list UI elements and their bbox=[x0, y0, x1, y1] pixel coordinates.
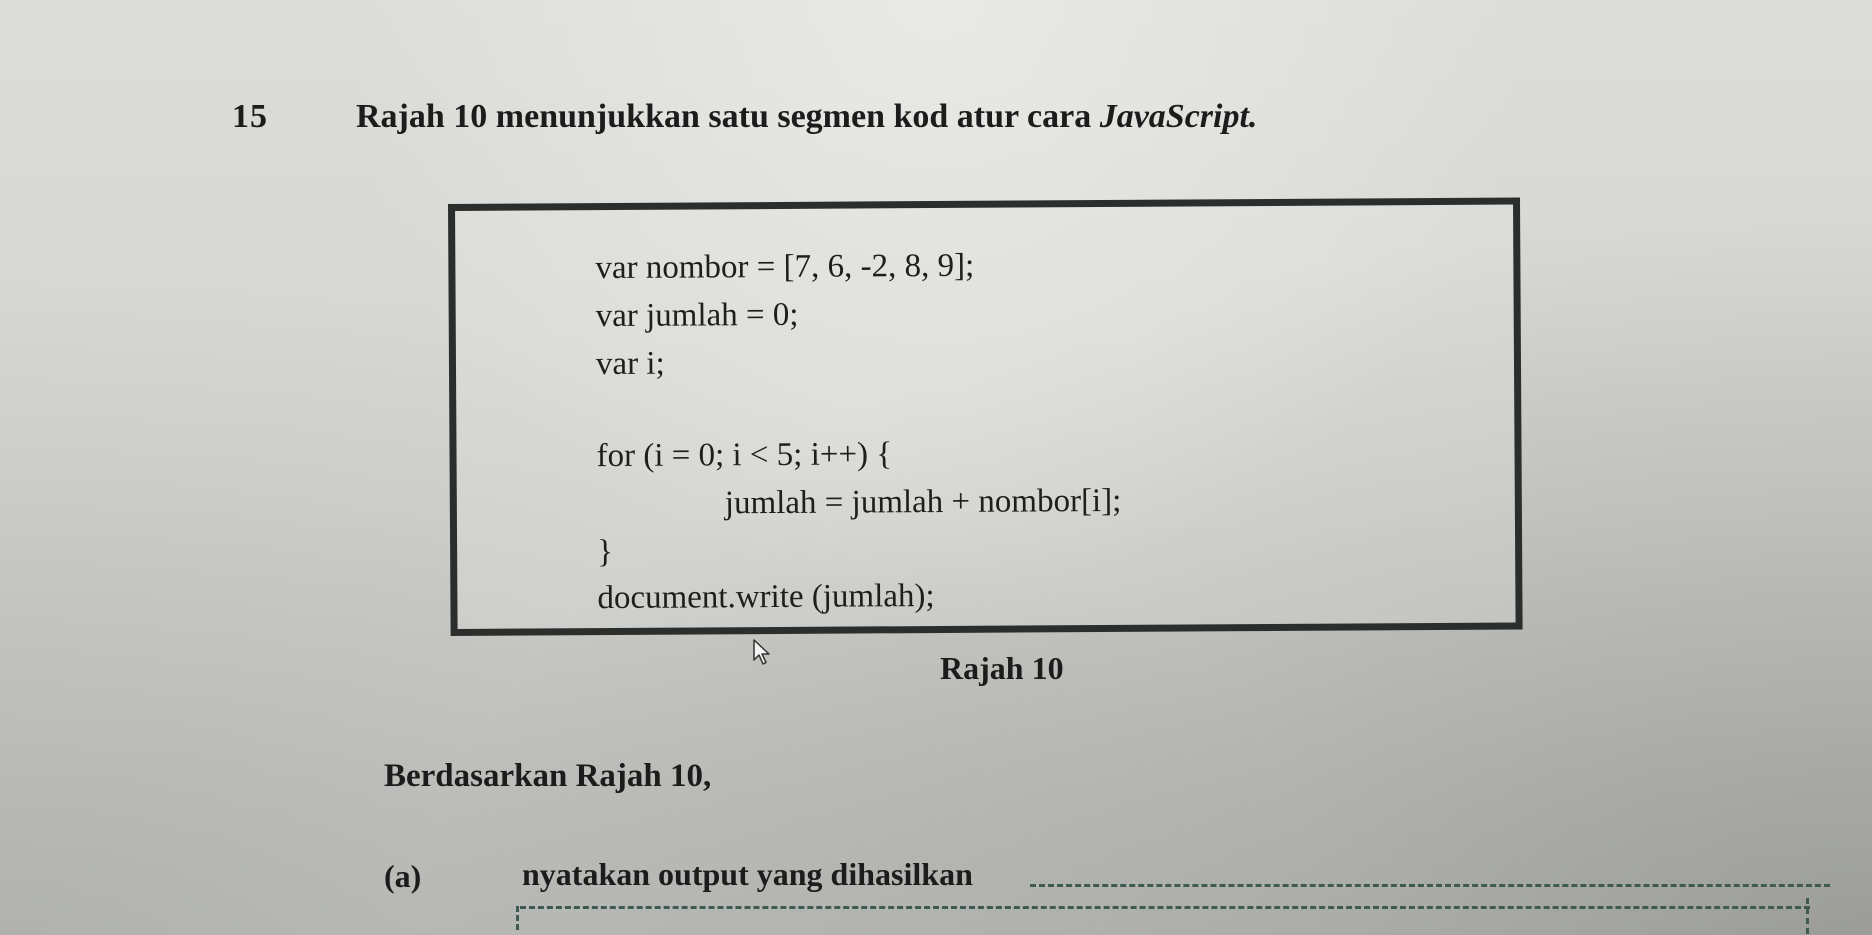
question-stem bbox=[356, 98, 1257, 136]
code-line-3: var i; bbox=[595, 345, 665, 383]
answer-box-end bbox=[1806, 898, 1809, 934]
question-number: 15 bbox=[232, 98, 268, 135]
mouse-pointer-icon bbox=[752, 638, 774, 666]
code-line-7: document.write (jumlah); bbox=[597, 578, 935, 617]
lead-in-text: Berdasarkan Rajah 10, bbox=[384, 758, 712, 794]
question-stem-emphasis: JavaScript. bbox=[1099, 98, 1258, 135]
figure-caption: Rajah 10 bbox=[940, 650, 1064, 686]
code-figure-box bbox=[448, 197, 1523, 636]
question-stem-text: Rajah 10 menunjukkan satu segmen kod atur cara bbox=[356, 98, 1100, 135]
answer-box-corner bbox=[516, 906, 519, 930]
code-line-6: } bbox=[597, 533, 614, 571]
code-line-5: jumlah = jumlah + nombor[i]; bbox=[724, 482, 1122, 522]
code-line-4: for (i = 0; i < 5; i++) { bbox=[596, 436, 893, 475]
part-a-label: (a) bbox=[384, 858, 422, 894]
answer-dotted-line bbox=[1030, 884, 1830, 887]
answer-dotted-line-lower bbox=[520, 906, 1810, 909]
code-line-2: var jumlah = 0; bbox=[595, 296, 799, 335]
part-a-text: nyatakan output yang dihasilkan bbox=[522, 856, 973, 892]
code-line-1: var nombor = [7, 6, -2, 8, 9]; bbox=[595, 247, 975, 287]
